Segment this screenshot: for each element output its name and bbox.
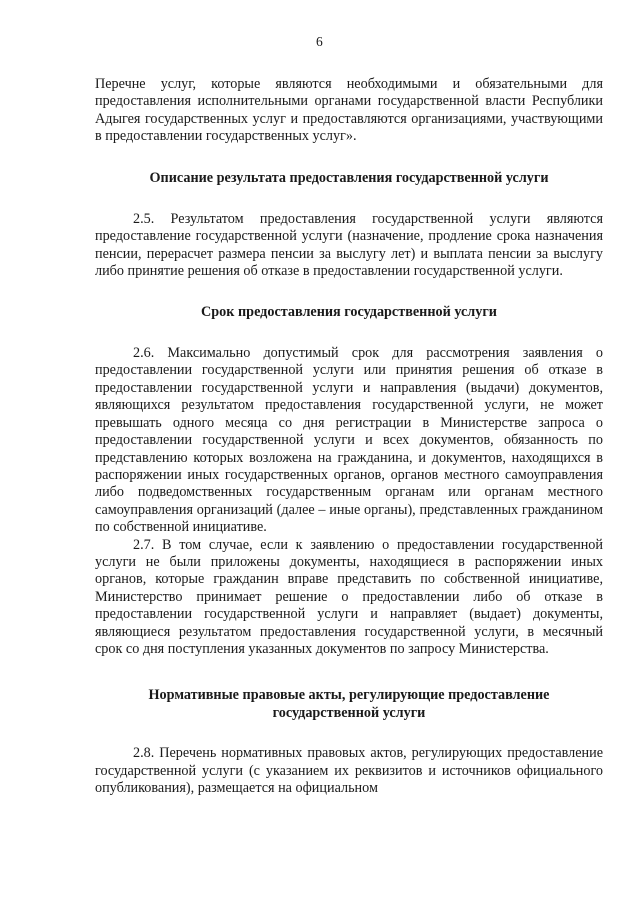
paragraph-2-6: 2.6. Максимально допустимый срок для рассмотрения заявления о предоставлении государственной услуги или принятия решения об отказе в предоставлении государственной услуги и направления (выдачи) документов, являющихся результатом предоставления государственной услуги, не может превышать одного месяца со дня регистрации в Министерстве запроса о предоставлении государственной услуги и всех документов, обязанность по представлению которых возложена на гражданина, и документов, находящихся в распоряжении иных государственных органов, органов местного самоуправления либо подведомственных государственным органам или органам местного самоуправления организаций (далее – иные органы), представленных гражданином по собственной инициативе. bbox=[95, 345, 603, 536]
intro-paragraph: Перечне услуг, которые являются необходимыми и обязательными для предоставления исполнительными органами государственной власти Республики Адыгея государственных услуг и предоставляются организациями, участвующими в предоставлении государственных услуг». bbox=[95, 76, 603, 145]
heading-acts-line-2: государственной услуги bbox=[272, 704, 426, 721]
paragraph-2-5: 2.5. Результатом предоставления государственной услуги являются предоставление государственной услуги (назначение, продление срока назначения пенсии, перерасчет размера пенсии за выслугу лет) и выплата пенсии за выслугу либо принятие решения об отказе в предоставлении государственной услуги. bbox=[95, 211, 603, 280]
heading-result: Описание результата предоставления государственной услуги bbox=[149, 169, 549, 186]
heading-term: Срок предоставления государственной услуги bbox=[201, 303, 497, 320]
paragraph-2-8: 2.8. Перечень нормативных правовых актов, регулирующих предоставление государственной услуги (с указанием их реквизитов и источников официального опубликования), размещается на официальном bbox=[95, 745, 603, 796]
paragraph-2-7: 2.7. В том случае, если к заявлению о предоставлении государственной услуги не были приложены документы, находящиеся в распоряжении иных органов, которые гражданин вправе представить по собственной инициативе, Министерство принимает решение о предоставлении либо об отказе в предоставлении государственной услуги и направляет (выдает) документы, являющиеся результатом предоставления государственной услуги, в месячный срок со дня поступления указанных документов по запросу Министерства. bbox=[95, 536, 603, 657]
heading-acts-line-1: Нормативные правовые акты, регулирующие предоставление bbox=[148, 687, 550, 704]
page-number: 6 bbox=[316, 34, 323, 49]
heading-acts bbox=[95, 687, 603, 722]
page-content bbox=[95, 76, 603, 797]
